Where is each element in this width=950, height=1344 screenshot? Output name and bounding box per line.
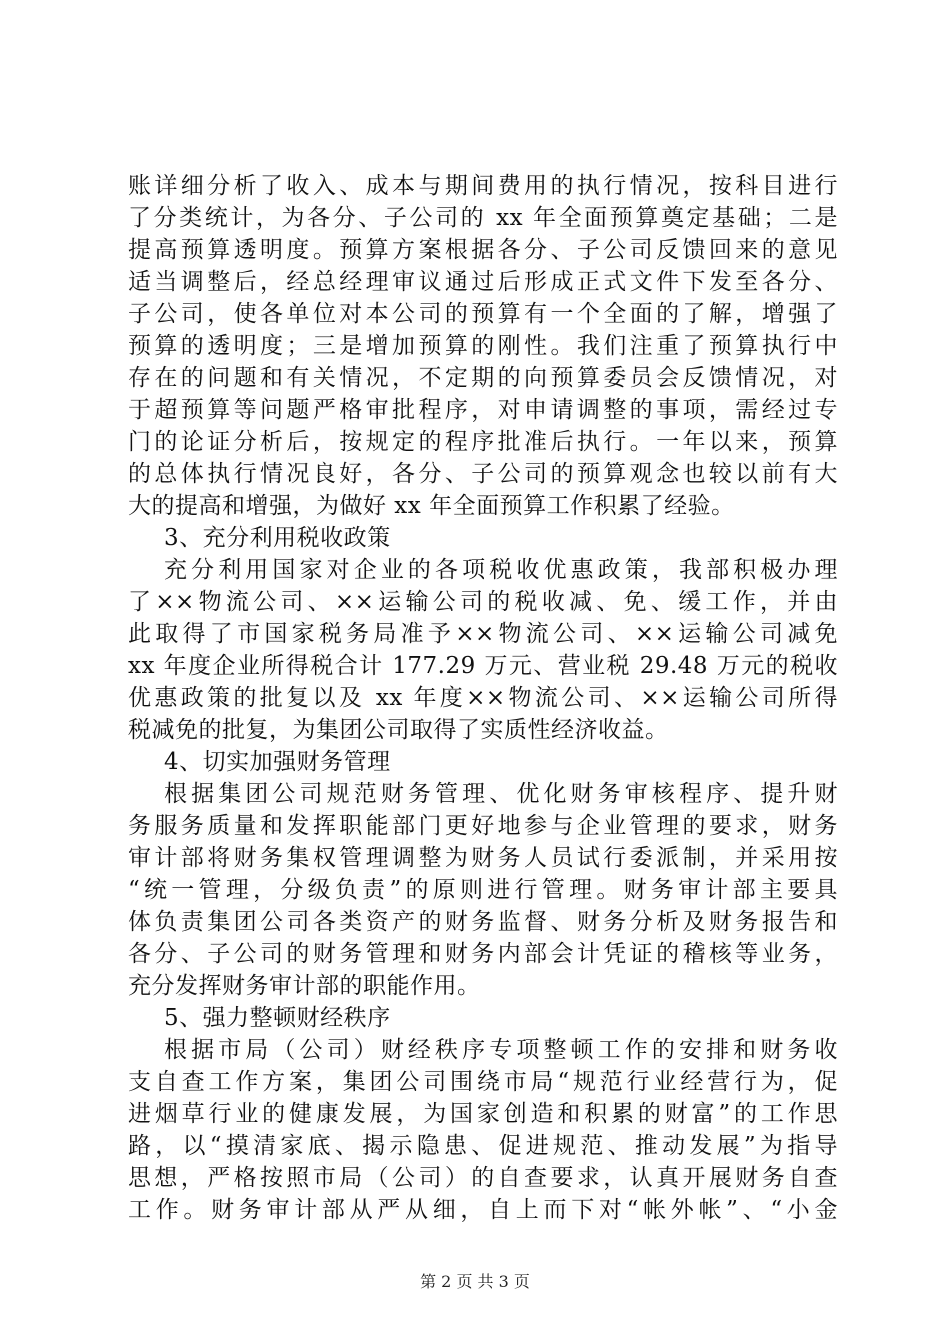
text-line: 了××物流公司、××运输公司的税收减、免、缓工作，并由	[128, 589, 838, 615]
text-line: 适当调整后，经总经理审议通过后形成正式文件下发至各分、	[128, 269, 838, 295]
text-line: 进烟草行业的健康发展，为国家创造和积累的财富”的工作思	[128, 1101, 838, 1127]
text-line: 子公司，使各单位对本公司的预算有一个全面的了解，增强了	[128, 301, 838, 327]
text-line: 根据集团公司规范财务管理、优化财务审核程序、提升财	[164, 781, 838, 807]
section-heading: 3、充分利用税收政策	[164, 525, 391, 551]
section-heading: 4、切实加强财务管理	[164, 749, 391, 775]
text-line: 体负责集团公司各类资产的财务监督、财务分析及财务报告和	[128, 909, 838, 935]
text-line: 路，以“摸清家底、揭示隐患、促进规范、推动发展”为指导	[128, 1133, 838, 1159]
text-line: 根据市局（公司）财经秩序专项整顿工作的安排和财务收	[164, 1037, 838, 1063]
page-number-footer: 第 2 页 共 3 页	[420, 1272, 530, 1291]
text-line: 务服务质量和发挥职能部门更好地参与企业管理的要求，财务	[128, 813, 838, 839]
text-line: 于超预算等问题严格审批程序，对申请调整的事项，需经过专	[128, 397, 838, 423]
text-line: 提高预算透明度。预算方案根据各分、子公司反馈回来的意见	[128, 237, 838, 263]
text-line: 审计部将财务集权管理调整为财务人员试行委派制，并采用按	[128, 845, 838, 871]
document-body	[128, 170, 838, 1226]
text-line: 的总体执行情况良好，各分、子公司的预算观念也较以前有大	[128, 461, 838, 487]
text-line: 账详细分析了收入、成本与期间费用的执行情况，按科目进行	[128, 173, 838, 199]
section-heading: 5、强力整顿财经秩序	[164, 1005, 391, 1031]
text-line: 税减免的批复，为集团公司取得了实质性经济收益。	[128, 717, 669, 743]
text-line: 此取得了市国家税务局准予××物流公司、××运输公司减免	[128, 621, 838, 647]
text-line: 大的提高和增强，为做好 xx 年全面预算工作积累了经验。	[128, 493, 735, 519]
text-line: 工作。财务审计部从严从细，自上而下对“帐外帐”、“小金	[128, 1197, 838, 1223]
text-line: “统一管理，分级负责”的原则进行管理。财务审计部主要具	[128, 877, 838, 903]
text-line: xx 年度企业所得税合计 177.29 万元、营业税 29.48 万元的税收	[128, 653, 838, 679]
text-line: 充分发挥财务审计部的职能作用。	[128, 973, 481, 999]
text-line: 优惠政策的批复以及 xx 年度××物流公司、××运输公司所得	[128, 685, 838, 711]
text-line: 思想，严格按照市局（公司）的自查要求，认真开展财务自查	[128, 1165, 838, 1191]
text-line: 门的论证分析后，按规定的程序批准后执行。一年以来，预算	[128, 429, 838, 455]
text-line: 了分类统计，为各分、子公司的 xx 年全面预算奠定基础；二是	[128, 205, 838, 231]
text-line: 存在的问题和有关情况，不定期的向预算委员会反馈情况，对	[128, 365, 838, 391]
text-line: 各分、子公司的财务管理和财务内部会计凭证的稽核等业务，	[128, 941, 838, 967]
text-line: 预算的透明度；三是增加预算的刚性。我们注重了预算执行中	[128, 333, 838, 359]
text-line: 充分利用国家对企业的各项税收优惠政策，我部积极办理	[164, 557, 838, 583]
text-line: 支自查工作方案，集团公司围绕市局“规范行业经营行为，促	[128, 1069, 838, 1095]
